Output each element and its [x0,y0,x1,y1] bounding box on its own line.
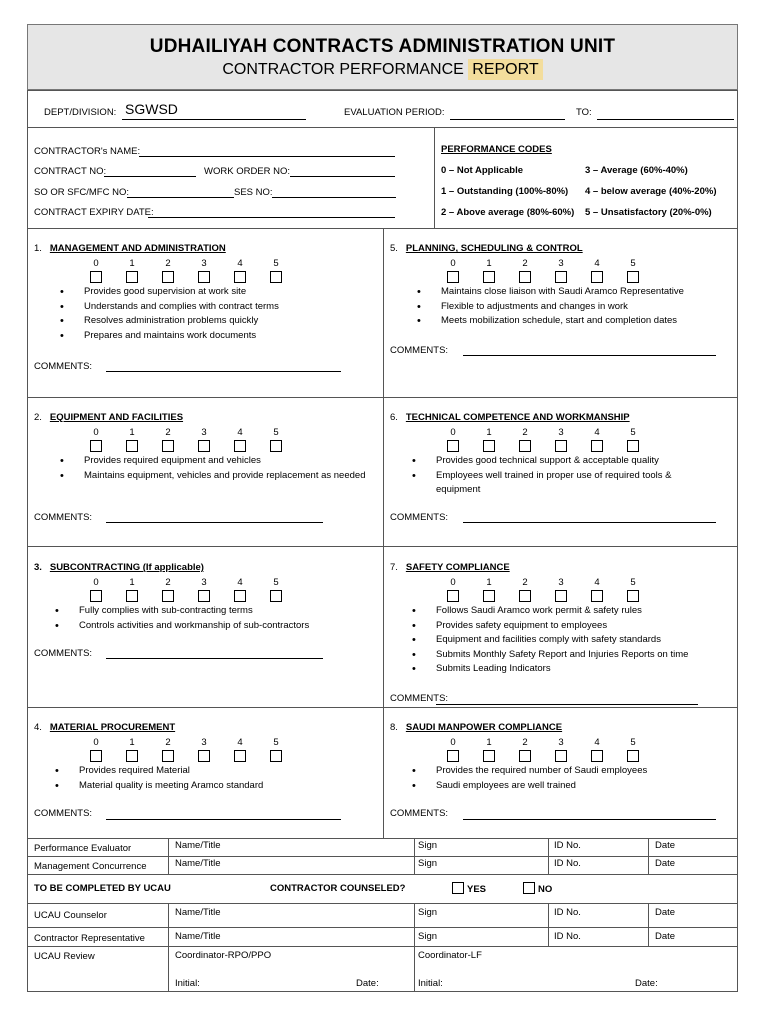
scale-label: 1 [486,258,492,269]
counseled-label: CONTRACTOR COUNSELED? [270,883,406,894]
subtitle-highlight: REPORT [468,59,542,80]
rating-checkbox-2[interactable] [162,590,174,602]
scale-label: 4 [237,577,243,588]
criteria-list [413,285,733,329]
rating-checkbox-5[interactable] [270,440,282,452]
sign-cell[interactable]: Sign [418,907,438,918]
criteria-item: • Submits Leading Indicators [408,662,728,677]
contract-no-field[interactable] [104,176,196,177]
scale-label: 3 [201,427,207,438]
divider [414,903,415,992]
rating-checkbox-4[interactable] [234,750,246,762]
ucau-review-label: UCAU Review [34,951,95,962]
comments-label: COMMENTS: [34,648,93,659]
scale-label: 0 [93,577,99,588]
criteria-list [408,604,728,677]
section-number: 5. [390,243,398,254]
criteria-list [56,454,366,483]
scale-label: 5 [273,737,279,748]
rating-checkbox-0[interactable] [447,440,459,452]
divider [434,127,435,228]
scale-label: 5 [630,737,636,748]
rating-checkbox-4[interactable] [591,750,603,762]
scale-label: 4 [594,737,600,748]
date-field[interactable]: Date: [356,978,379,989]
criteria-item: • Provides required equipment and vehicles [56,454,366,469]
criteria-item: • Flexible to adjustments and changes in work [413,300,733,315]
section-title-text: PLANNING, SCHEDULING & CONTROL [405,243,583,254]
comments-field[interactable] [106,819,341,820]
criteria-list [51,764,371,793]
scale-label: 3 [201,737,207,748]
comments-field[interactable] [463,819,716,820]
section-number: 2. [34,412,42,423]
section-5-title [390,243,583,254]
yes-option[interactable] [452,882,486,895]
scale-label: 5 [630,427,636,438]
rating-checkbox-5[interactable] [627,440,639,452]
work-order-field[interactable] [290,176,395,177]
criteria-item: • Employees well trained in proper use of required tools & equipment [408,469,708,498]
rating-checkbox-1[interactable] [483,750,495,762]
codes-title: PERFORMANCE CODES [441,144,552,155]
divider [168,903,169,992]
rating-checkbox-1[interactable] [483,590,495,602]
comments-label: COMMENTS: [390,512,449,523]
scale-label: 2 [522,427,528,438]
divider [27,927,738,928]
criteria-list [408,764,728,793]
initial-field[interactable]: Initial: [175,978,200,989]
scale-label: 3 [558,258,564,269]
sign-cell[interactable]: Sign [418,840,438,851]
scale-label: 2 [165,577,171,588]
ses-field[interactable] [272,197,396,198]
scale-label: 3 [558,577,564,588]
comments-label: COMMENTS: [34,361,93,372]
divider [548,838,549,874]
criteria-item: • Provides required Material [51,764,371,779]
scale-label: 1 [129,427,135,438]
code-4: 4 – below average (40%-20%) [585,186,717,197]
section-2-title [34,412,183,423]
dept-value[interactable]: SGWSD [125,101,178,117]
rating-checkbox-3[interactable] [555,440,567,452]
divider [27,903,738,904]
rating-checkbox-5[interactable] [627,750,639,762]
criteria-item: • Provides good technical support & acceptable quality [408,454,708,469]
section-7-title [390,562,510,573]
rating-checkbox-2[interactable] [162,271,174,283]
contractor-rep-label: Contractor Representative [34,933,145,944]
comments-label: COMMENTS: [34,512,93,523]
comments-field[interactable] [106,522,323,523]
scale-label: 0 [450,737,456,748]
criteria-item: • Material quality is meeting Aramco standard [51,779,371,794]
comments-label: COMMENTS: [390,808,449,819]
scale-label: 5 [273,577,279,588]
criteria-item: • Resolves administration problems quickly [56,314,376,329]
comments-field[interactable] [106,658,323,659]
comments-label: COMMENTS: [390,693,449,704]
scale-label: 0 [450,427,456,438]
eval-period-label: EVALUATION PERIOD: [344,107,445,118]
rating-checkbox-0[interactable] [447,271,459,283]
rating-checkbox-1[interactable] [126,750,138,762]
scale-label: 5 [630,577,636,588]
date-cell[interactable]: Date [655,858,676,869]
rating-checkbox-0[interactable] [90,271,102,283]
ucau-complete-label: TO BE COMPLETED BY UCAU [34,883,171,894]
rating-checkbox-5[interactable] [627,271,639,283]
section-title-text: SUBCONTRACTING (If applicable) [49,562,204,573]
sign-cell[interactable]: Sign [418,858,438,869]
criteria-item: • Submits Monthly Safety Report and Injuries Reports on time [408,648,728,663]
rating-checkbox-3[interactable] [555,271,567,283]
rating-checkbox-4[interactable] [591,271,603,283]
rating-checkbox-2[interactable] [519,750,531,762]
scale-label: 3 [201,258,207,269]
rating-checkbox-3[interactable] [198,750,210,762]
rating-checkbox-2[interactable] [162,750,174,762]
comments-field[interactable] [106,371,341,372]
perf-evaluator-label: Performance Evaluator [34,843,132,854]
section-8-title [390,722,562,733]
so-label: SO OR SFC/MFC NO: [34,187,129,198]
ses-label: SES NO: [234,187,273,198]
section-title-text: SAUDI MANPOWER COMPLIANCE [405,722,563,733]
divider [168,838,169,874]
section-3-title [34,562,204,573]
criteria-item: • Provides safety equipment to employees [408,619,728,634]
contractor-name-label: CONTRACTOR's NAME: [34,146,141,157]
rating-checkbox-0[interactable] [90,750,102,762]
section-number: 3. [34,562,42,573]
section-number: 7. [390,562,398,573]
mgmt-concurrence-label: Management Concurrence [34,861,147,872]
name-title-cell[interactable]: Name/Title [175,840,221,851]
scale-label: 4 [237,258,243,269]
criteria-list [51,604,371,633]
scale-label: 1 [129,258,135,269]
scale-label: 5 [630,258,636,269]
dept-label: DEPT/DIVISION: [44,107,117,118]
date-cell[interactable]: Date [655,907,676,918]
criteria-item: • Equipment and facilities comply with safety standards [408,633,728,648]
contractor-name-field[interactable] [139,156,395,157]
name-title-cell[interactable]: Name/Title [175,931,221,942]
section-6-title [390,412,630,423]
to-field[interactable] [597,119,734,120]
section-number: 8. [390,722,398,733]
rating-checkbox-3[interactable] [198,590,210,602]
scale-label: 4 [237,737,243,748]
rating-checkbox-0[interactable] [447,750,459,762]
divider [27,127,738,128]
criteria-item: • Saudi employees are well trained [408,779,728,794]
rating-checkbox-1[interactable] [126,440,138,452]
scale-label: 1 [129,577,135,588]
criteria-item: • Prepares and maintains work documents [56,329,376,344]
id-no-cell[interactable]: ID No. [554,907,581,918]
to-label: TO: [576,107,592,118]
section-title-text: TECHNICAL COMPETENCE AND WORKMANSHIP [405,412,630,423]
scale-label: 4 [594,577,600,588]
section-title-text: MATERIAL PROCUREMENT [49,722,176,733]
form-header [27,24,738,90]
divider [383,228,384,838]
rating-checkbox-0[interactable] [90,590,102,602]
scale-label: 4 [594,427,600,438]
rating-checkbox-4[interactable] [234,590,246,602]
scale-label: 4 [594,258,600,269]
code-5: 5 – Unsatisfactory (20%-0%) [585,207,712,218]
comments-label: COMMENTS: [390,345,449,356]
comments-field[interactable] [463,522,716,523]
no-label: NO [538,884,553,895]
rating-checkbox-2[interactable] [519,271,531,283]
section-title-text: SAFETY COMPLIANCE [405,562,510,573]
rating-checkbox-2[interactable] [519,440,531,452]
criteria-item: • Meets mobilization schedule, start and completion dates [413,314,733,329]
scale-label: 1 [129,737,135,748]
section-title-text: EQUIPMENT AND FACILITIES [49,412,184,423]
code-2: 2 – Above average (80%-60%) [441,207,575,218]
scale-label: 0 [93,258,99,269]
divider [27,874,738,875]
ucau-counselor-label: UCAU Counselor [34,910,107,921]
criteria-item: • Controls activities and workmanship of sub-contractors [51,619,371,634]
code-1: 1 – Outstanding (100%-80%) [441,186,569,197]
scale-label: 0 [450,258,456,269]
date-cell[interactable]: Date [655,840,676,851]
criteria-item: • Provides good supervision at work site [56,285,376,300]
criteria-list [408,454,708,498]
no-option[interactable] [523,882,552,895]
section-1-title [34,243,226,254]
section-4-title [34,722,175,733]
scale-label: 5 [273,427,279,438]
sign-cell[interactable]: Sign [418,931,438,942]
id-no-cell[interactable]: ID No. [554,840,581,851]
section-title-text: MANAGEMENT AND ADMINISTRATION [49,243,226,254]
scale-label: 2 [522,577,528,588]
rating-checkbox-5[interactable] [627,590,639,602]
initial-field[interactable]: Initial: [418,978,443,989]
coordinator-rpo-label: Coordinator-RPO/PPO [175,950,272,961]
scale-label: 3 [558,427,564,438]
name-title-cell[interactable]: Name/Title [175,907,221,918]
subtitle-text: CONTRACTOR PERFORMANCE [222,61,464,78]
scale-label: 1 [486,737,492,748]
rating-checkbox-2[interactable] [519,590,531,602]
rating-checkbox-4[interactable] [591,440,603,452]
scale-label: 1 [486,577,492,588]
section-number: 4. [34,722,42,733]
rating-checkbox-3[interactable] [555,750,567,762]
date-field[interactable]: Date: [635,978,658,989]
rating-checkbox-4[interactable] [234,271,246,283]
scale-label: 2 [522,258,528,269]
rating-checkbox-3[interactable] [198,440,210,452]
scale-label: 2 [522,737,528,748]
section-number: 1. [34,243,42,254]
scale-label: 5 [273,258,279,269]
form-title: UDHAILIYAH CONTRACTS ADMINISTRATION UNIT [149,36,616,57]
rating-checkbox-5[interactable] [270,750,282,762]
rating-checkbox-3[interactable] [555,590,567,602]
id-no-cell[interactable]: ID No. [554,858,581,869]
expiry-label: CONTRACT EXPIRY DATE: [34,207,154,218]
criteria-item: • Provides the required number of Saudi employees [408,764,728,779]
rating-checkbox-2[interactable] [162,440,174,452]
code-3: 3 – Average (60%-40%) [585,165,688,176]
rating-checkbox-4[interactable] [591,590,603,602]
expiry-field[interactable] [148,217,395,218]
criteria-item: • Fully complies with sub-contracting terms [51,604,371,619]
divider [548,903,549,946]
date-cell[interactable]: Date [655,931,676,942]
so-field[interactable] [127,197,234,198]
rating-checkbox-0[interactable] [90,440,102,452]
rating-checkbox-0[interactable] [447,590,459,602]
divider [27,946,738,947]
coordinator-lf-label: Coordinator-LF [418,950,482,961]
rating-checkbox-5[interactable] [270,271,282,283]
scale-label: 0 [450,577,456,588]
rating-checkbox-1[interactable] [483,440,495,452]
contract-no-label: CONTRACT NO: [34,166,107,177]
section-number: 6. [390,412,398,423]
divider [648,838,649,874]
divider [27,856,738,857]
criteria-item: • Maintains equipment, vehicles and provide replacement as needed [56,469,366,484]
criteria-item: • Maintains close liaison with Saudi Aramco Representative [413,285,733,300]
rating-checkbox-3[interactable] [198,271,210,283]
scale-label: 2 [165,258,171,269]
comments-label: COMMENTS: [34,808,93,819]
scale-label: 0 [93,737,99,748]
rating-checkbox-4[interactable] [234,440,246,452]
work-order-label: WORK ORDER NO: [204,166,291,177]
scale-label: 2 [165,737,171,748]
divider [648,903,649,946]
scale-label: 2 [165,427,171,438]
rating-checkbox-1[interactable] [126,590,138,602]
divider [414,838,415,874]
criteria-item: • Understands and complies with contract terms [56,300,376,315]
scale-label: 0 [93,427,99,438]
rating-checkbox-1[interactable] [483,271,495,283]
scale-label: 4 [237,427,243,438]
id-no-cell[interactable]: ID No. [554,931,581,942]
comments-field[interactable] [463,355,716,356]
dept-line [122,119,306,120]
comments-field[interactable] [436,704,698,705]
scale-label: 3 [558,737,564,748]
yes-label: YES [467,884,487,895]
yes-checkbox[interactable] [452,882,464,894]
form-subtitle [28,61,737,79]
divider [27,838,738,839]
no-checkbox[interactable] [523,882,535,894]
eval-period-field[interactable] [450,119,565,120]
code-0: 0 – Not Applicable [441,165,523,176]
criteria-list [56,285,376,343]
scale-label: 3 [201,577,207,588]
rating-checkbox-1[interactable] [126,271,138,283]
name-title-cell[interactable]: Name/Title [175,858,221,869]
criteria-item: • Follows Saudi Aramco work permit & safety rules [408,604,728,619]
rating-checkbox-5[interactable] [270,590,282,602]
scale-label: 1 [486,427,492,438]
